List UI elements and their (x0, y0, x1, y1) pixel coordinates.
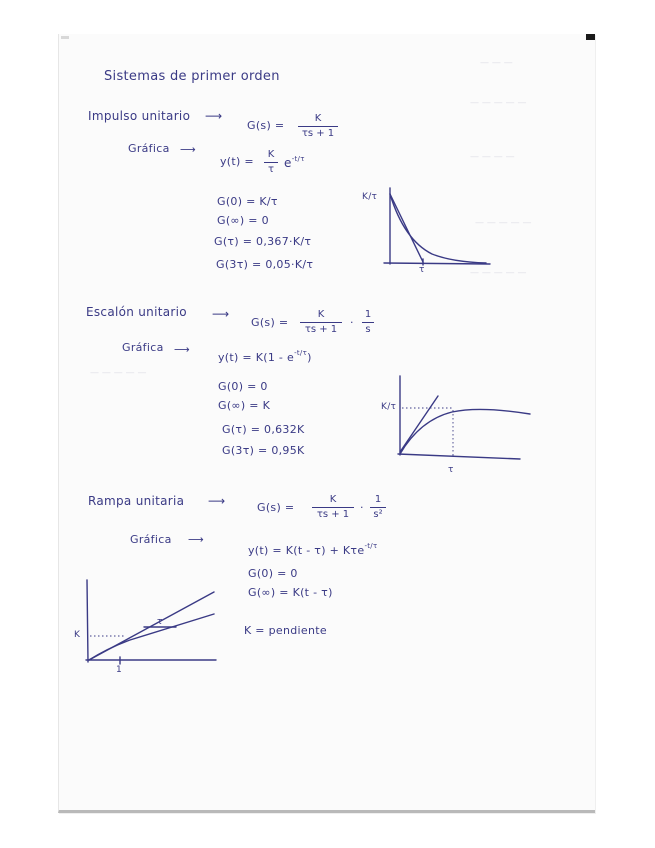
step-label: Escalón unitario (86, 305, 187, 319)
ramp-g-denominator: τs + 1 (316, 509, 350, 520)
page-title: Sistemas de primer orden (104, 69, 280, 84)
fraction-bar (300, 322, 342, 323)
impulse-y-numerator: K (267, 149, 275, 160)
impulse-value-gtau: G(τ) = 0,367·K/τ (214, 235, 312, 248)
ramp-axis-y-label: K (74, 630, 81, 640)
step-value-g0: G(0) = 0 (218, 380, 268, 393)
ramp-axis-x-label: 1 (116, 665, 123, 675)
impulse-y-denominator: τ (267, 164, 275, 175)
bleed-through-text: — — — — — (475, 218, 532, 228)
impulse-value-g3tau: G(3τ) = 0,05·K/τ (216, 258, 314, 271)
ramp-gap-label: τ (157, 617, 163, 627)
multiply-dot: · (360, 501, 364, 514)
arrow: ⟶ (188, 533, 205, 546)
fraction-bar (362, 322, 374, 323)
step-g-multiplier (362, 310, 374, 335)
step-graph-label: Gráfica (122, 341, 164, 354)
ramp-g-fraction (312, 495, 354, 520)
ramp-graph-label: Gráfica (130, 533, 172, 546)
impulse-g-fraction (298, 114, 338, 139)
step-g-lhs: G(s) = (251, 316, 289, 329)
arrow: ⟶ (180, 143, 197, 156)
ramp-value-ginf: G(∞) = K(t - τ) (248, 586, 333, 599)
step-value-g3tau: G(3τ) = 0,95K (222, 444, 305, 457)
fraction-bar (370, 507, 386, 508)
bleed-through-text: — — — — — (470, 268, 527, 278)
page-corner-mark (586, 34, 595, 40)
ramp-g-lhs: G(s) = (257, 501, 295, 514)
ramp-g-mult-numerator: 1 (374, 494, 382, 505)
arrow: ⟶ (205, 109, 223, 123)
step-value-gtau: G(τ) = 0,632K (222, 423, 305, 436)
step-value-ginf: G(∞) = K (218, 399, 271, 412)
impulse-axis-x-label: τ (419, 265, 425, 275)
ramp-note: K = pendiente (244, 624, 327, 637)
impulse-y-exponent: -t/τ (291, 155, 305, 163)
step-g-fraction (300, 310, 342, 335)
fraction-bar (264, 162, 278, 163)
arrow: ⟶ (212, 307, 230, 321)
fraction-bar (298, 126, 338, 127)
step-axis-y-label: K/τ (381, 402, 397, 412)
ramp-y-exponent: -t/τ (364, 542, 378, 550)
ramp-y-expression: y(t) = K(t - τ) + Kτe$^{-t/\tau}$ (248, 542, 378, 557)
bleed-through-text: — — — — — (90, 368, 147, 378)
impulse-graph-label: Gráfica (128, 142, 170, 155)
arrow: ⟶ (208, 494, 226, 508)
ramp-g-multiplier (370, 495, 386, 520)
impulse-value-g0: G(0) = K/τ (217, 195, 278, 208)
arrow: ⟶ (174, 343, 191, 356)
step-y-exponent: -t/τ (294, 349, 308, 357)
step-g-mult-numerator: 1 (364, 309, 372, 320)
bleed-through-text: — — — (480, 58, 513, 68)
ramp-g-numerator: K (329, 494, 337, 505)
impulse-g-denominator: τs + 1 (301, 128, 335, 139)
impulse-y-fraction (264, 150, 278, 175)
impulse-g-lhs: G(s) = (247, 119, 285, 132)
impulse-label: Impulso unitario (88, 109, 191, 123)
ramp-value-g0: G(0) = 0 (248, 567, 298, 580)
impulse-axis-y-label: K/τ (362, 192, 378, 202)
step-y-expression: $y(t) = K(1 - e^{-t/\tau})$ (218, 349, 312, 364)
impulse-g-numerator: K (314, 113, 322, 124)
impulse-y-lhs: y(t) = (220, 155, 254, 168)
page-corner-mark-left (61, 36, 69, 39)
step-g-denominator: τs + 1 (304, 324, 338, 335)
impulse-y-exp-base: $e^{-t/\tau}$ (284, 155, 305, 170)
ramp-label: Rampa unitaria (88, 494, 185, 508)
bleed-through-text: — — — — — (470, 98, 527, 108)
impulse-value-ginf: G(∞) = 0 (217, 214, 269, 227)
step-g-mult-denominator: s (365, 324, 371, 335)
bleed-through-text: — — — — (470, 152, 515, 162)
fraction-bar (312, 507, 354, 508)
multiply-dot: · (350, 316, 354, 329)
ramp-g-mult-denominator: s² (373, 509, 383, 520)
step-g-numerator: K (317, 309, 325, 320)
step-axis-x-label: τ (448, 465, 454, 475)
